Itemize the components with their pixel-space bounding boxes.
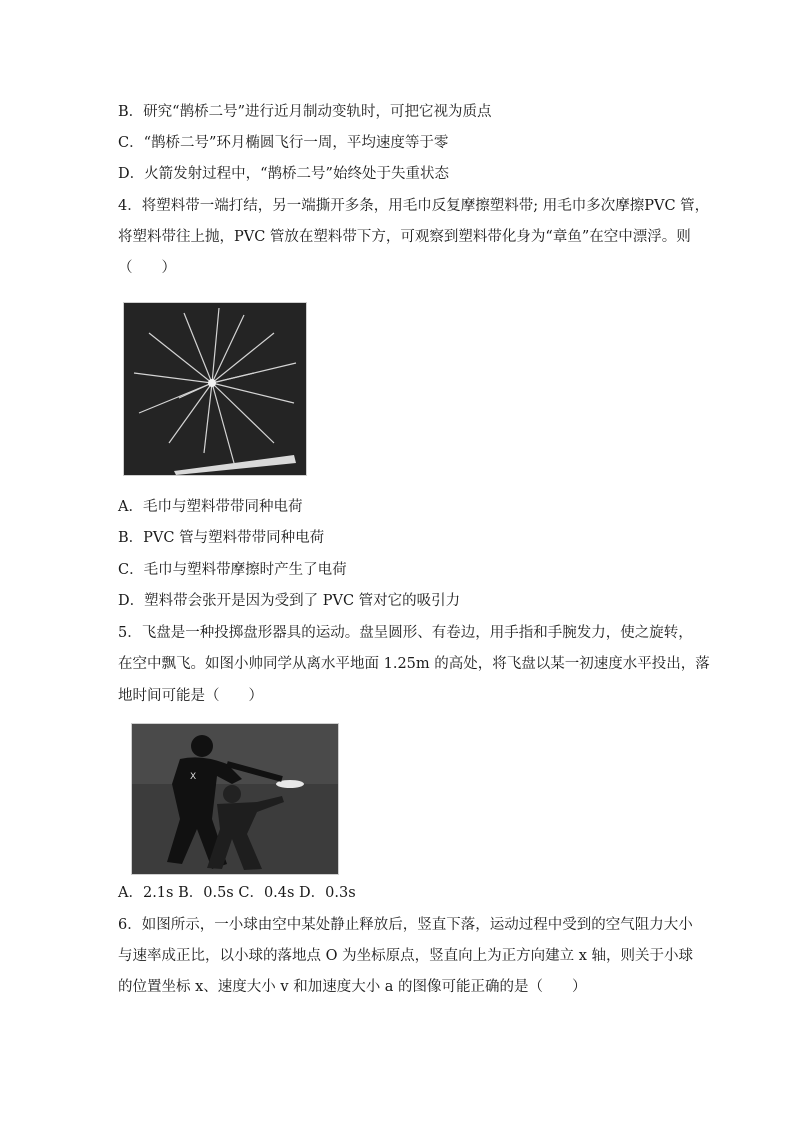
q4-stem-line-1: 4．将塑料带一端打结，另一端撕开多条，用毛巾反复摩擦塑料带; 用毛巾多次摩擦PVC 管， xyxy=(118,198,710,214)
q4-option-b: B．PVC 管与塑料带带同种电荷 xyxy=(118,530,325,546)
q5-options: A．2.1s B．0.5s C．0.4s D．0.3s xyxy=(118,885,356,901)
q6-stem-line-3: 的位置坐标 x、速度大小 v 和加速度大小 a 的图像可能正确的是（ ） xyxy=(118,979,587,995)
q3-option-b: B．研究“鹊桥二号”进行近月制动变轨时，可把它视为质点 xyxy=(118,104,492,120)
q4-stem-line-3: （ ） xyxy=(118,260,176,276)
q4-option-a: A．毛巾与塑料带带同种电荷 xyxy=(118,499,303,515)
q4-option-d: D．塑料带会张开是因为受到了 PVC 管对它的吸引力 xyxy=(118,593,461,609)
q3-option-c: C．“鹊桥二号”环月椭圆飞行一周，平均速度等于零 xyxy=(118,135,449,151)
q5-stem-line-1: 5．飞盘是一种投掷盘形器具的运动。盘呈圆形、有卷边，用手指和手腕发力，使之旋转， xyxy=(118,625,693,641)
q5-stem-line-2: 在空中飘飞。如图小帅同学从离水平地面 1.25m 的高处，将飞盘以某一初速度水平投出，落 xyxy=(118,656,710,672)
q3-option-d: D．火箭发射过程中，“鹊桥二号”始终处于失重状态 xyxy=(118,166,449,182)
q6-stem-line-1: 6．如图所示，一小球由空中某处静止释放后，竖直下落，运动过程中受到的空气阻力大小 xyxy=(118,917,693,933)
q4-option-c: C．毛巾与塑料带摩擦时产生了电荷 xyxy=(118,562,347,578)
q4-stem-line-2: 将塑料带往上抛，PVC 管放在塑料带下方，可观察到塑料带化身为“章鱼”在空中漂浮。则 xyxy=(118,229,691,245)
frisbee-players-photo xyxy=(131,723,339,875)
plastic-strip-octopus-photo xyxy=(123,302,307,476)
svg-text:X: X xyxy=(190,772,197,782)
q5-stem-line-3: 地时间可能是（ ） xyxy=(118,688,263,704)
q6-stem-line-2: 与速率成正比，以小球的落地点 O 为坐标原点，竖直向上为正方向建立 x 轴，则关于小球 xyxy=(118,948,693,964)
